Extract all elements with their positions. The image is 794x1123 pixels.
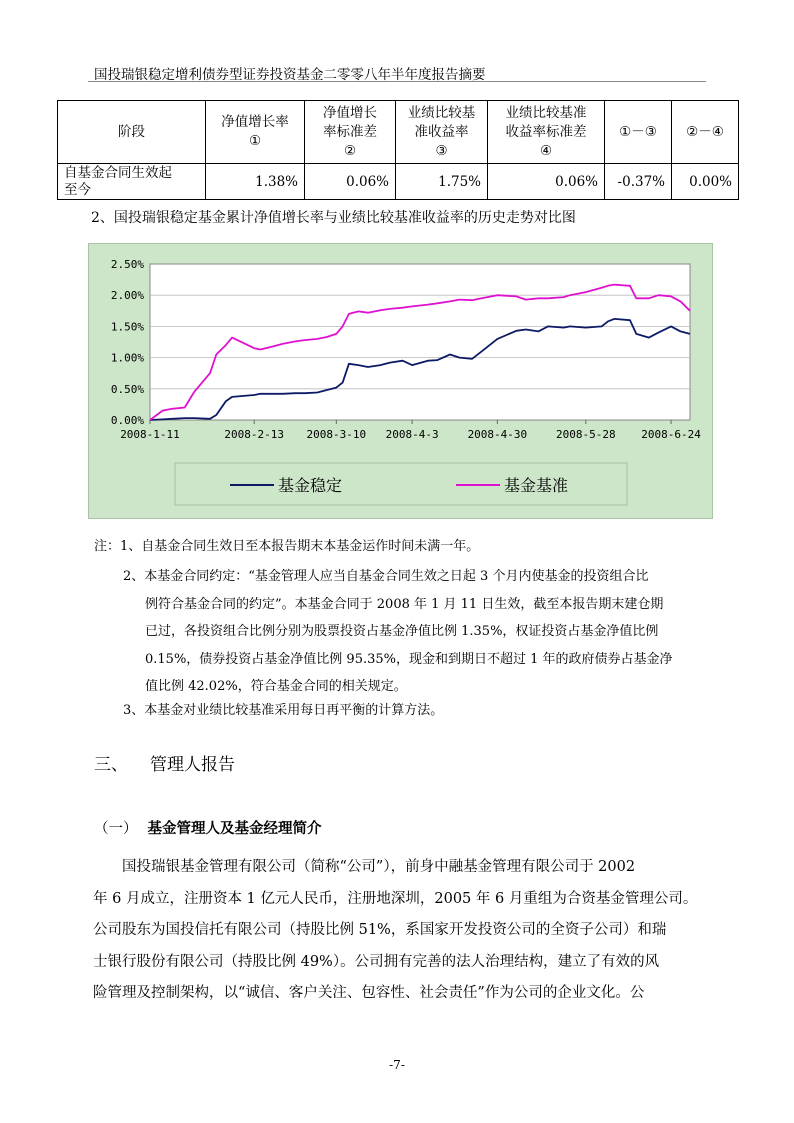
note-1: 注：1、自基金合同生效日至本报告期末本基金运作时间未满一年。 — [94, 539, 480, 554]
x-tick-label: 2008-4-3 — [385, 428, 439, 441]
note-3: 3、本基金对业绩比较基准采用每日再平衡的计算方法。 — [123, 703, 444, 718]
page-number: -7- — [389, 1058, 405, 1072]
col-header-nav-std: 净值增长 率标准差 ② — [305, 101, 396, 164]
cell-nav-std: 0.06% — [305, 164, 396, 200]
chart-section-title: 2、国投瑞银稳定基金累计净值增长率与业绩比较基准收益率的历史走势对比图 — [91, 210, 576, 226]
note-2 — [123, 563, 713, 701]
subsection-heading — [94, 817, 322, 838]
performance-table — [57, 100, 739, 200]
table-header-row — [58, 101, 739, 164]
y-tick-label: 1.00% — [110, 351, 144, 365]
x-tick-label: 2008-2-13 — [224, 428, 285, 441]
x-tick-label: 2008-1-11 — [120, 428, 180, 441]
col-header-diff-2-4: ②－④ — [672, 101, 739, 164]
paragraph-line: 国投瑞银基金管理有限公司（简称“公司”），前身中融基金管理有限公司于 2002 — [122, 859, 636, 875]
cell-nav-growth: 1.38% — [206, 164, 305, 200]
paragraph-line: 公司股东为国投信托有限公司（持股比例 51%，系国家开发投资公司的全资子公司）和瑞 — [93, 922, 667, 938]
legend-label: 基金基准 — [504, 476, 569, 495]
col-header-benchmark-return: 业绩比较基 准收益率 ③ — [396, 101, 488, 164]
y-tick-label: 2.50% — [110, 258, 144, 271]
table-row — [58, 164, 739, 200]
company-intro-paragraph — [93, 852, 719, 1010]
x-tick-label: 2008-4-30 — [467, 428, 528, 441]
subsection-number: （一） — [94, 821, 138, 837]
y-tick-label: 1.50% — [110, 320, 144, 334]
col-header-diff-1-3: ①－③ — [605, 101, 672, 164]
y-tick-label: 0.00% — [110, 414, 144, 427]
note-2-line: 例符合基金合同的约定”。本基金合同于 2008 年 1 月 11 日生效，截至本报告期末建仓期 — [145, 596, 664, 612]
section-number: 三、 — [94, 755, 128, 775]
line-chart — [89, 244, 712, 518]
note-2-line: 已过，各投资组合比例分别为股票投资占基金净值比例 1.35%，权证投资占基金净值比例 — [145, 624, 659, 639]
row-label-since-inception: 自基金合同生效起 至今 — [58, 164, 206, 200]
cell-diff-1-3: -0.37% — [605, 164, 672, 200]
legend-label: 基金稳定 — [278, 476, 343, 495]
chart-container — [88, 243, 713, 519]
col-header-benchmark-std: 业绩比较基准 收益率标准差 ④ — [488, 101, 605, 164]
y-tick-label: 2.00% — [110, 289, 144, 303]
col-header-nav-growth: 净值增长率 ① — [206, 101, 305, 164]
cell-benchmark-return: 1.75% — [396, 164, 488, 200]
report-header-title: 国投瑞银稳定增利债券型证券投资基金二零零八年半年度报告摘要 — [94, 67, 486, 83]
paragraph-line: 士银行股份有限公司（持股比例 49%）。公司拥有完善的法人治理结构，建立了有效的风 — [93, 953, 660, 970]
subsection-title: 基金管理人及基金经理简介 — [147, 821, 322, 837]
cell-diff-2-4: 0.00% — [672, 164, 739, 200]
cell-benchmark-std: 0.06% — [488, 164, 605, 200]
x-tick-label: 2008-5-28 — [555, 428, 616, 441]
note-2-line: 值比例 42.02%，符合基金合同的相关规定。 — [145, 679, 407, 694]
col-header-stage: 阶段 — [58, 101, 206, 164]
note-2-line: 2、本基金合同约定：“基金管理人应当自基金合同生效之日起 3 个月内使基金的投资组合比 — [123, 569, 649, 584]
y-tick-label: 0.50% — [110, 382, 144, 396]
x-tick-label: 2008-6-24 — [641, 428, 701, 441]
paragraph-line: 险管理及控制架构，以“诚信、客户关注、包容性、社会责任”作为公司的企业文化。公 — [93, 985, 645, 1001]
paragraph-line: 年 6 月成立，注册资本 1 亿元人民币，注册地深圳，2005 年 6 月重组为合资基金管理公司。 — [93, 890, 698, 907]
x-tick-label: 2008-3-10 — [306, 428, 367, 441]
header-divider — [88, 81, 706, 82]
section-heading — [94, 750, 235, 775]
note-2-line: 0.15%，债券投资占基金净值比例 95.35%，现金和到期日不超过 1 年的政府债券占基金净 — [145, 651, 673, 667]
section-title: 管理人报告 — [150, 755, 235, 775]
